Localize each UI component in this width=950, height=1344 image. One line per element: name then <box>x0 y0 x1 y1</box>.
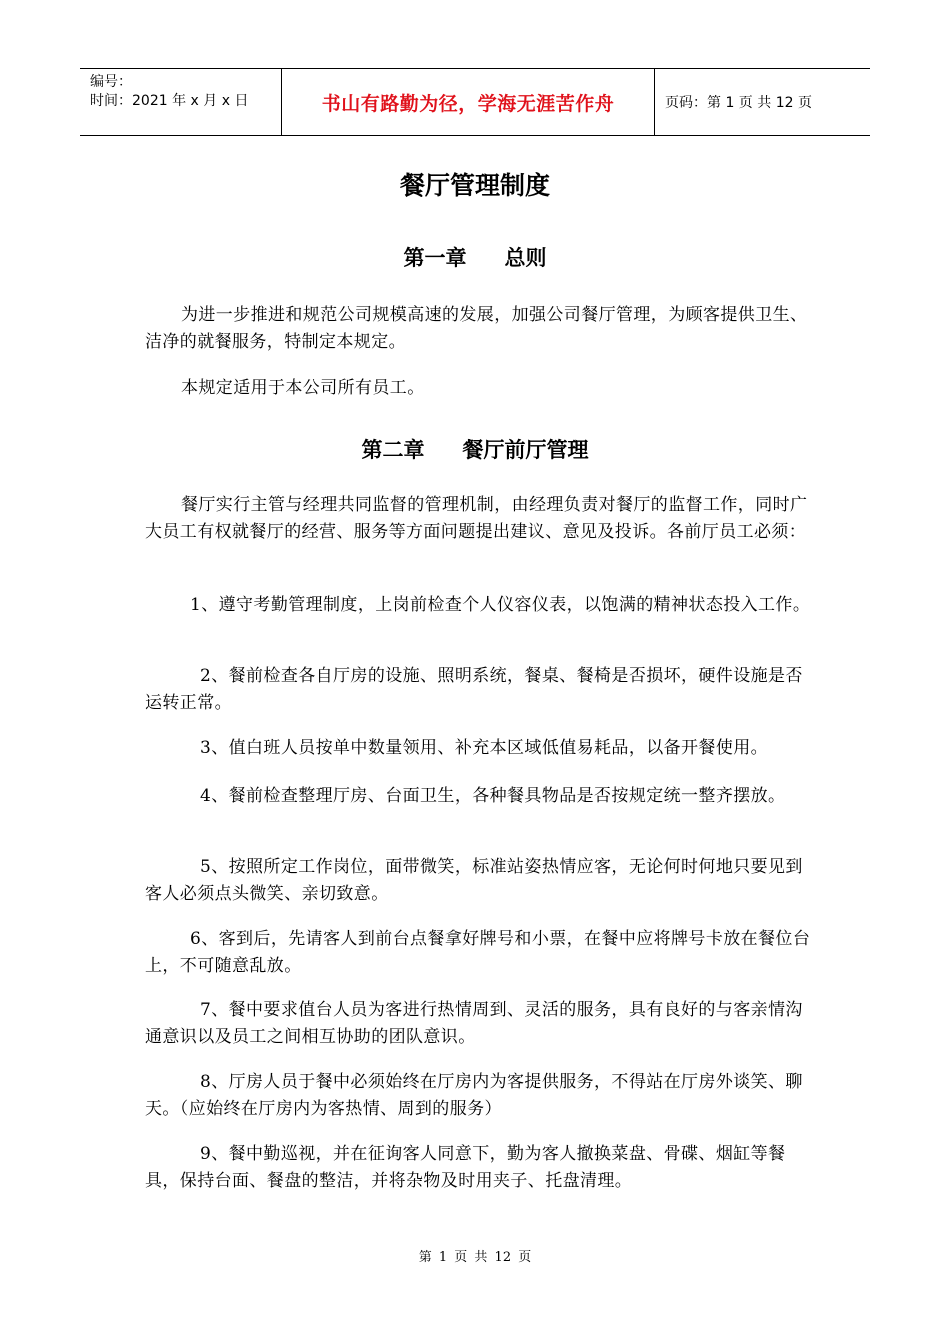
header-meta <box>80 69 282 135</box>
chapter-2-intro: 餐厅实行主管与经理共同监督的管理机制，由经理负责对餐厅的监督工作，同时广大员工有权就餐厅的经营、服务等方面问题提出建议、意见及投诉。各前厅员工必须： <box>145 495 808 542</box>
intro-paragraph-1: 为进一步推进和规范公司规模高速的发展，加强公司餐厅管理，为顾客提供卫生、洁净的就餐服务，特制定本规定。 <box>145 305 808 352</box>
chapter-1-heading <box>0 242 950 272</box>
document-header <box>80 68 870 136</box>
chapter-2-name: 餐厅前厅管理 <box>462 438 589 462</box>
intro-paragraph-2: 本规定适用于本公司所有员工。 <box>181 378 425 398</box>
rule-item-3: 3、值白班人员按单中数量领用、补充本区域低值易耗品，以备开餐使用。 <box>200 738 769 758</box>
rule-item-5: 5、按照所定工作岗位，面带微笑，标准站姿热情应客，无论何时何地只要见到客人必须点头微笑、亲切致意。 <box>145 857 803 904</box>
rule-item-7: 7、餐中要求值台人员为客进行热情周到、灵活的服务，具有良好的与客亲情沟通意识以及员工之间相互协助的团队意识。 <box>145 1000 803 1047</box>
chapter-1-name: 总则 <box>504 246 547 270</box>
chapter-2-number: 第二章 <box>361 438 425 462</box>
header-page-info: 页码：第 1 页 共 12 页 <box>665 95 812 111</box>
rule-item-8: 8、厅房人员于餐中必须始终在厅房内为客提供服务，不得站在厅房外谈笑、聊天。（应始终在厅房内为客热情、周到的服务） <box>145 1072 803 1119</box>
document-title: 餐厅管理制度 <box>399 171 550 200</box>
rule-item-2: 2、餐前检查各自厅房的设施、照明系统，餐桌、餐椅是否损坏，硬件设施是否运转正常。 <box>145 666 803 713</box>
rule-item-1: 1、遵守考勤管理制度，上岗前检查个人仪容仪表，以饱满的精神状态投入工作。 <box>190 595 811 615</box>
chapter-1-number: 第一章 <box>403 246 467 270</box>
chapter-2-heading <box>0 434 950 464</box>
page-footer: 第 1 页 共 12 页 <box>418 1250 532 1265</box>
rule-item-9: 9、餐中勤巡视，并在征询客人同意下，勤为客人撤换菜盘、骨碟、烟缸等餐具，保持台面、餐盘的整洁，并将杂物及时用夹子、托盘清理。 <box>145 1144 786 1191</box>
document-date: 时间：2021 年 x 月 x 日 <box>90 93 249 109</box>
document-number-label: 编号： <box>90 74 132 90</box>
rule-item-4: 4、餐前检查整理厅房、台面卫生，各种餐具物品是否按规定统一整齐摆放。 <box>200 786 786 806</box>
header-motto: 书山有路勤为径，学海无涯苦作舟 <box>282 69 655 135</box>
rule-item-6: 6、客到后，先请客人到前台点餐拿好牌号和小票，在餐中应将牌号卡放在餐位台上，不可随意乱放。 <box>145 929 811 976</box>
